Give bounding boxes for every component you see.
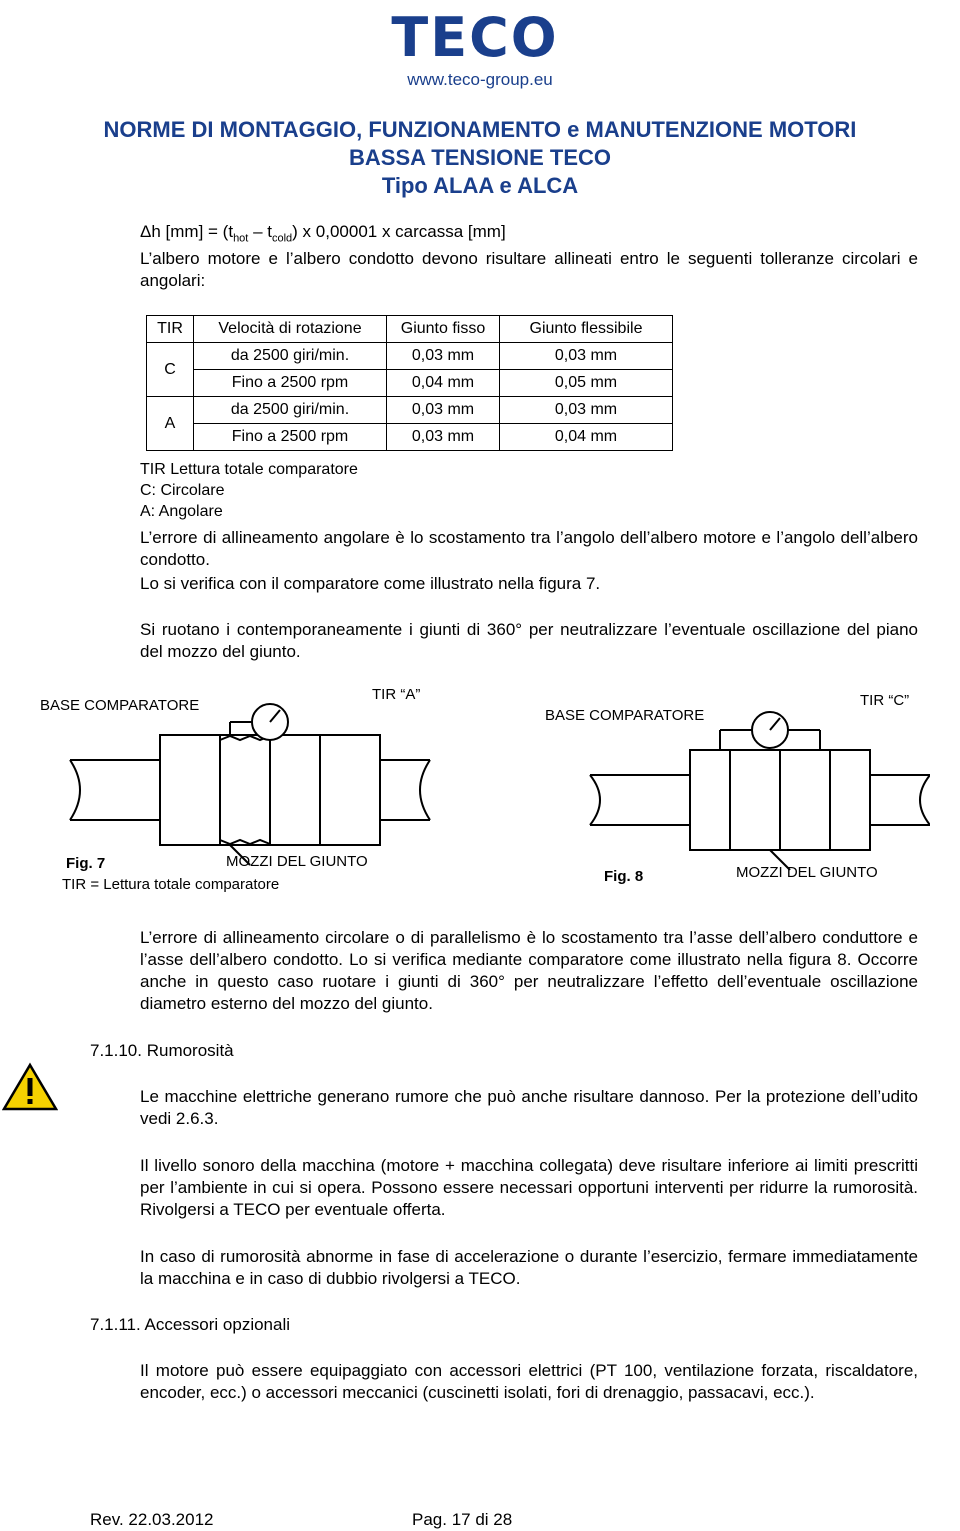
table-header-cell: Velocità di rotazione bbox=[194, 316, 387, 343]
noise-paragraph-1: Le macchine elettriche generano rumore che può anche risultare dannoso. Per la protezione dell’udito vedi 2.6.3. bbox=[140, 1087, 918, 1128]
table-cell: 0,04 mm bbox=[500, 424, 673, 451]
doc-title-line-2: BASSA TENSIONE TECO bbox=[349, 145, 611, 170]
table-cell: 0,03 mm bbox=[500, 397, 673, 424]
teco-logo: TECO bbox=[391, 6, 559, 69]
formula-mid: – t bbox=[248, 222, 272, 241]
table-row bbox=[147, 370, 673, 397]
footer-page-number: Pag. 17 di 28 bbox=[412, 1510, 513, 1529]
table-cell: 0,04 mm bbox=[387, 370, 500, 397]
legend-tir: TIR Lettura totale comparatore bbox=[140, 461, 358, 478]
fig7-drawing bbox=[70, 704, 430, 865]
fig8-base-label: BASE COMPARATORE bbox=[545, 707, 705, 724]
formula-suffix: ) x 0,00001 x carcassa [mm] bbox=[292, 222, 506, 241]
table-row bbox=[147, 397, 673, 424]
table-cell: 0,03 mm bbox=[500, 343, 673, 370]
rotate-paragraph: Si ruotano i contemporaneamente i giunti di 360° per neutralizzare l’eventuale oscillazione del piano del mozzo del giunto. bbox=[140, 620, 918, 661]
formula-sub-cold: cold bbox=[271, 232, 293, 245]
doc-title-line-3: Tipo ALAA e ALCA bbox=[381, 173, 579, 198]
table-header-cell: TIR bbox=[147, 316, 194, 343]
fig7-tir-label: TIR “A” bbox=[372, 686, 421, 703]
table-cell: 0,03 mm bbox=[387, 397, 500, 424]
circular-paragraph: L’errore di allineamento circolare o di parallelismo è lo scostamento tra l’asse dell’albero conduttore e l’asse dell’albero condotto. Lo si verifica mediante comparatore come illustrato nella figura 8. Occorre anche in questo caso ruotare i giunti di 360° per neutralizzare l’effetto dell’eventuale oscillazione diametro esterno del mozzo del giunto. bbox=[140, 928, 918, 1013]
fig7-caption: Fig. 7 bbox=[66, 855, 106, 872]
fig7-mozzi-label: MOZZI DEL GIUNTO bbox=[226, 853, 368, 870]
formula-sub-hot: hot bbox=[233, 232, 249, 245]
formula bbox=[140, 222, 506, 244]
fig7-base-label: BASE COMPARATORE bbox=[40, 697, 200, 714]
accessories-paragraph: Il motore può essere equipaggiato con accessori elettrici (PT 100, ventilazione forzata, riscaldatore, encoder, ecc.) o accessori meccanici (cuscinetti isolati, fori di drenaggio, passacavi, ecc.). bbox=[140, 1361, 918, 1402]
noise-paragraph-2: Il livello sonoro della macchina (motore + macchina collegata) deve risultare inferiore ai limiti prescritti per l’ambiente in cui si opera. Possono essere necessari opportuni interventi per ridurre la rumorosità. Rivolgersi a TECO per eventuale offerta. bbox=[140, 1156, 918, 1219]
table-header-row bbox=[147, 316, 673, 343]
fig8-mozzi-label: MOZZI DEL GIUNTO bbox=[736, 864, 878, 881]
section-noise-heading: 7.1.10. Rumorosità bbox=[90, 1041, 234, 1060]
table-cell: da 2500 giri/min. bbox=[194, 397, 387, 424]
section-accessories-heading: 7.1.11. Accessori opzionali bbox=[90, 1315, 291, 1334]
table-header-cell: Giunto flessibile bbox=[500, 316, 673, 343]
doc-title-line-1: NORME DI MONTAGGIO, FUNZIONAMENTO e MANUTENZIONE MOTORI bbox=[103, 117, 857, 142]
noise-paragraph-3: In caso di rumorosità abnorme in fase di accelerazione o durante l’esercizio, fermare immediatamente la macchina e in caso di dubbio rivolgersi a TECO. bbox=[140, 1247, 918, 1288]
table-cell: Fino a 2500 rpm bbox=[194, 424, 387, 451]
fig8-drawing bbox=[590, 712, 930, 870]
table-cell: 0,03 mm bbox=[387, 343, 500, 370]
angular-paragraph-2: Lo si verifica con il comparatore come illustrato nella figura 7. bbox=[140, 574, 601, 593]
table-cell: 0,03 mm bbox=[387, 424, 500, 451]
formula-prefix: Δh [mm] = (t bbox=[140, 222, 234, 241]
table-cell: Fino a 2500 rpm bbox=[194, 370, 387, 397]
table-header-cell: Giunto fisso bbox=[387, 316, 500, 343]
fig8-tir-label: TIR “C” bbox=[860, 692, 910, 709]
tolerance-table bbox=[146, 315, 673, 451]
fig8-caption: Fig. 8 bbox=[604, 868, 644, 885]
table-row bbox=[147, 343, 673, 370]
angular-paragraph: L’errore di allineamento angolare è lo scostamento tra l’angolo dell’albero motore e l’angolo dell’albero condotto. bbox=[140, 528, 918, 569]
fig7-note: TIR = Lettura totale comparatore bbox=[62, 876, 280, 893]
table-cell: da 2500 giri/min. bbox=[194, 343, 387, 370]
warning-icon bbox=[2, 1062, 58, 1112]
table-group-label: A bbox=[147, 397, 194, 451]
table-cell: 0,05 mm bbox=[500, 370, 673, 397]
website-url[interactable]: www.teco-group.eu bbox=[407, 70, 553, 89]
table-row bbox=[147, 424, 673, 451]
legend-circular: C: Circolare bbox=[140, 482, 225, 499]
legend-angular: A: Angolare bbox=[140, 503, 223, 520]
intro-paragraph: L’albero motore e l’albero condotto devono risultare allineati entro le seguenti tolleranze circolari e angolari: bbox=[140, 249, 918, 290]
table-group-label: C bbox=[147, 343, 194, 397]
footer-revision: Rev. 22.03.2012 bbox=[90, 1510, 214, 1529]
